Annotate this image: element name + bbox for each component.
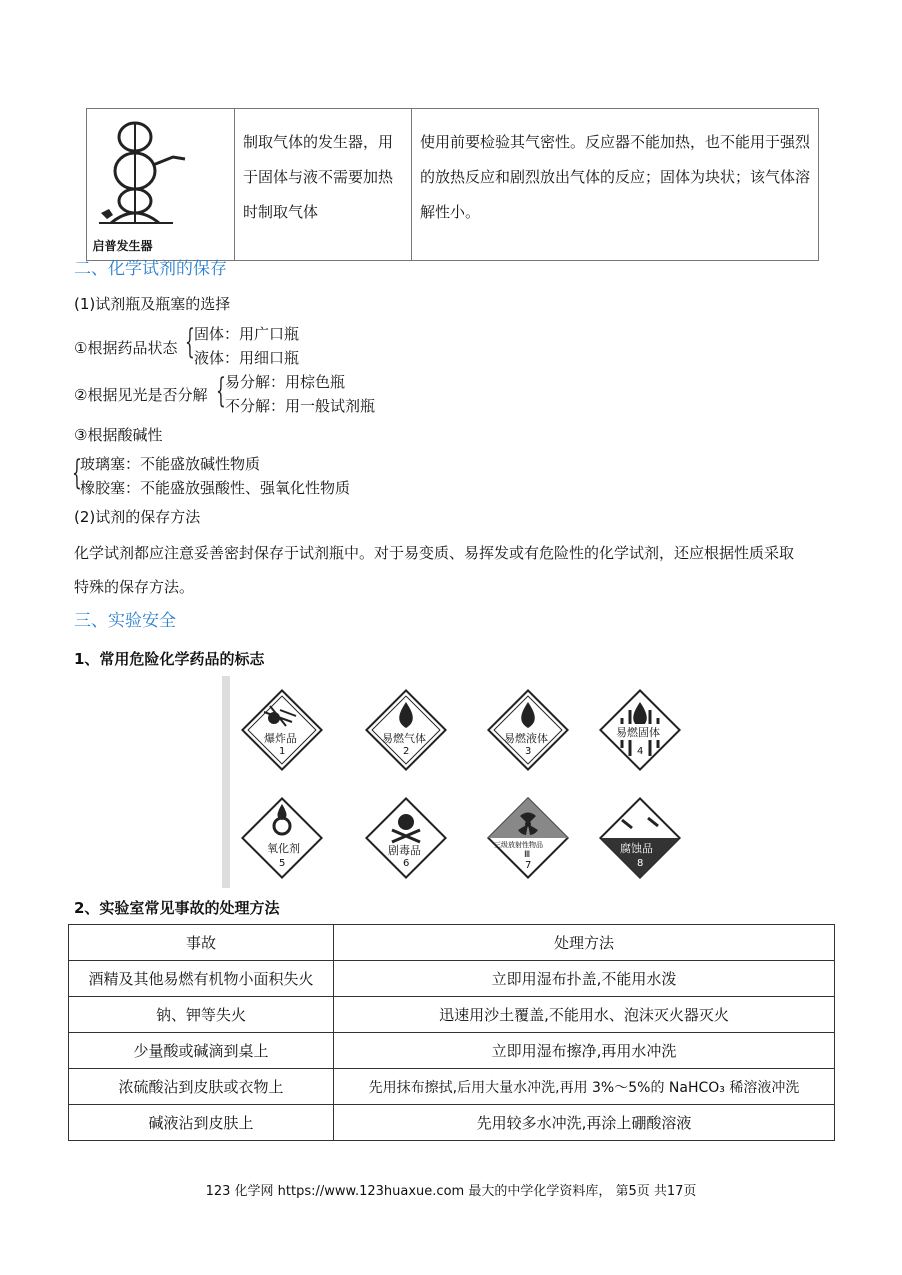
sign-label: 易燃固体	[616, 726, 660, 739]
rule1-a: 固体：用广口瓶	[194, 325, 300, 343]
apparatus-caption: 启普发生器	[92, 238, 153, 253]
table-row	[69, 1033, 835, 1069]
section3-sub2: 2、实验室常见事故的处理方法	[74, 899, 280, 917]
sign-label: 易燃液体	[504, 732, 548, 745]
rule3-a: 玻璃塞：不能盛放碱性物质	[80, 455, 261, 473]
rule1-label: ①根据药品状态	[74, 339, 178, 357]
apparatus-table	[86, 108, 819, 261]
sign-label: 易燃气体	[382, 732, 426, 745]
table-cell: 立即用湿布擦净,再用水冲洗	[334, 1033, 835, 1069]
section3-sub1: 1、常用危险化学药品的标志	[74, 650, 265, 668]
rule3-b: 橡胶塞：不能盛放强酸性、强氧化性物质	[80, 479, 351, 497]
sign-number: 5	[279, 858, 286, 869]
table-row	[69, 997, 835, 1033]
table-header: 处理方法	[334, 925, 835, 961]
table-row	[69, 1069, 835, 1105]
kipp-generator-image	[93, 113, 228, 243]
apparatus-image-cell	[87, 109, 235, 261]
table-row	[69, 1105, 835, 1141]
sign-label: 爆炸品	[264, 732, 297, 745]
sign-number: 6	[403, 858, 410, 869]
sign-label: 腐蚀品	[620, 842, 653, 855]
table-header-row	[69, 925, 835, 961]
table-header: 事故	[69, 925, 334, 961]
section3-heading: 三、实验安全	[74, 611, 176, 631]
table-cell: 先用抹布擦拭,后用大量水冲洗,再用 3%～5%的 NaHCO₃ 稀溶液冲洗	[334, 1069, 835, 1105]
section2-sub2: (2)试剂的保存方法	[74, 508, 201, 526]
rule2-a: 易分解：用棕色瓶	[225, 373, 346, 391]
apparatus-notes: 使用前要检验其气密性。反应器不能加热，也不能用于强烈的放热反应和剧烈放出气体的反应；固体为块状；该气体溶解性小。	[412, 109, 819, 261]
sign-number: 3	[525, 746, 532, 757]
table-cell: 迅速用沙土覆盖,不能用水、泡沫灭火器灭火	[334, 997, 835, 1033]
rule2-label: ②根据见光是否分解	[74, 386, 208, 404]
table-cell: 碱液沾到皮肤上	[69, 1105, 334, 1141]
sign-number: 1	[279, 746, 286, 757]
figure-edge	[222, 676, 230, 888]
section2-para-line1: 化学试剂都应注意妥善密封保存于试剂瓶中。对于易变质、易挥发或有危险性的化学试剂，还应根据性质采取	[74, 544, 795, 562]
sign-label: 剧毒品	[388, 844, 421, 857]
page-footer: 123 化学网 https://www.123huaxue.com 最大的中学化学资料库， 第5页 共17页	[205, 1184, 697, 1199]
sign-number: 7	[525, 860, 532, 871]
rule1-b: 液体：用细口瓶	[194, 349, 300, 367]
table-cell: 立即用湿布扑盖,不能用水泼	[334, 961, 835, 997]
sign-label: 三级放射性物品	[494, 841, 543, 849]
table-row	[69, 961, 835, 997]
table-cell: 少量酸或碱滴到桌上	[69, 1033, 334, 1069]
hazard-sign-toxic	[358, 790, 454, 890]
sign-extra: Ⅲ	[524, 850, 531, 860]
sign-label: 氧化剂	[267, 842, 300, 855]
rule3-label: ③根据酸碱性	[74, 426, 163, 444]
sign-number: 4	[637, 746, 644, 757]
accident-table	[68, 924, 835, 1141]
section2-sub1: (1)试剂瓶及瓶塞的选择	[74, 295, 231, 313]
table-cell: 酒精及其他易燃有机物小面积失火	[69, 961, 334, 997]
section2-heading: 二、化学试剂的保存	[74, 259, 227, 279]
table-cell: 钠、钾等失火	[69, 997, 334, 1033]
hazard-signs-figure	[222, 676, 682, 888]
brace-icon: {	[72, 453, 82, 493]
brace-icon: {	[185, 322, 195, 362]
rule2-b: 不分解：用一般试剂瓶	[225, 397, 376, 415]
apparatus-usage: 制取气体的发生器，用于固体与液不需要加热时制取气体	[235, 109, 412, 261]
table-cell: 先用较多水冲洗,再涂上硼酸溶液	[334, 1105, 835, 1141]
table-cell: 浓硫酸沾到皮肤或衣物上	[69, 1069, 334, 1105]
sign-number: 2	[403, 746, 410, 757]
section2-para-line2: 特殊的保存方法。	[74, 578, 195, 596]
brace-icon: {	[216, 371, 226, 411]
sign-number: 8	[637, 858, 644, 869]
